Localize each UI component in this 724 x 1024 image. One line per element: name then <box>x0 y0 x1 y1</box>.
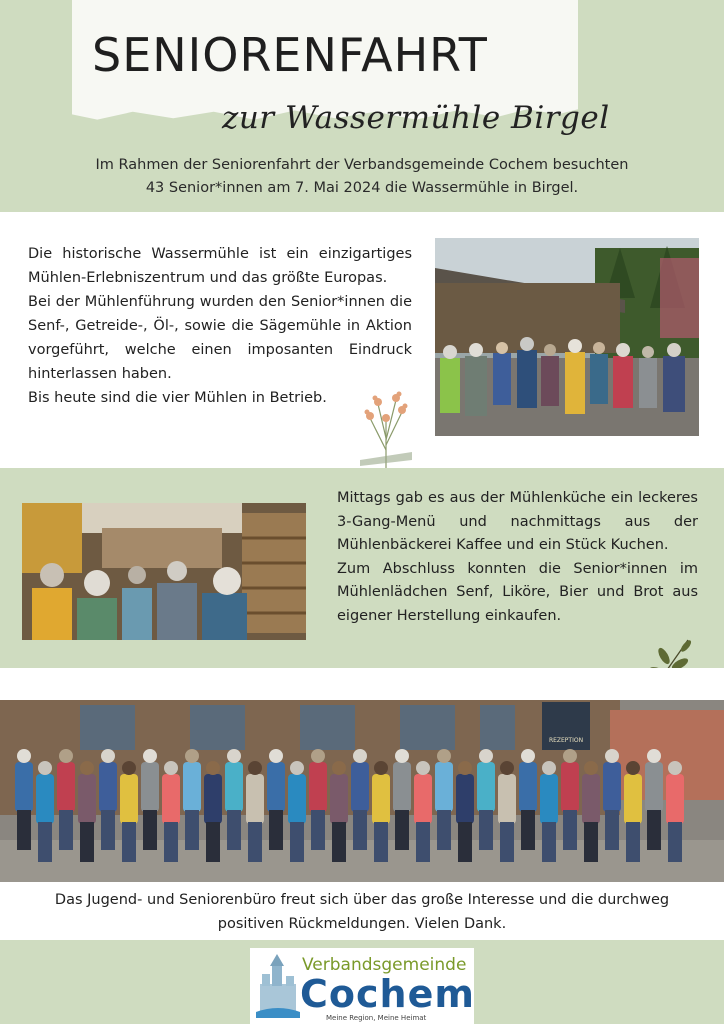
crowd-person-legs <box>626 822 640 862</box>
logo-tagline: Meine Region, Meine Heimat <box>326 1014 427 1022</box>
crowd-person-head <box>668 761 682 775</box>
section-2-paragraph: Mittags gab es aus der Mühlenküche ein leckeres 3-Gang-Menü und nachmittags aus der Mühlenbäckerei Kaffee und ein Stück Kuchen. <box>337 490 698 553</box>
crowd-person-legs <box>584 822 598 862</box>
crowd-person <box>519 762 537 812</box>
crowd-person-legs <box>395 810 409 850</box>
crowd-person-head <box>311 749 325 763</box>
crowd-person <box>624 774 642 824</box>
crowd-person <box>204 774 222 824</box>
logo-text-main: Cochem <box>300 972 475 1016</box>
crowd-person <box>540 774 558 824</box>
crowd-person-head <box>563 749 577 763</box>
crowd-person-head <box>122 761 136 775</box>
crowd-person-head <box>542 761 556 775</box>
crowd-person-head <box>353 749 367 763</box>
section-2-paragraph: Zum Abschluss konnten die Senior*innen im Mühlenlädchen Senf, Liköre, Bier und Brot aus eigener Herstellung einkaufen. <box>337 560 698 624</box>
crowd-person-head <box>80 761 94 775</box>
crowd-person-head <box>332 761 346 775</box>
crowd-person <box>162 774 180 824</box>
crowd-person-head <box>458 761 472 775</box>
crowd-person <box>456 774 474 824</box>
crowd-person-head <box>164 761 178 775</box>
crowd-person-legs <box>374 822 388 862</box>
flower-decoration-icon <box>356 390 416 474</box>
crowd-person <box>435 762 453 812</box>
crowd-person <box>603 762 621 812</box>
photo-group <box>0 700 724 882</box>
crowd-person-legs <box>542 822 556 862</box>
crowd-person-legs <box>479 810 493 850</box>
crowd-person-legs <box>311 810 325 850</box>
crowd-person <box>414 774 432 824</box>
crowd-person <box>15 762 33 812</box>
crowd-person-head <box>416 761 430 775</box>
crowd-person <box>225 762 243 812</box>
crowd-person-head <box>143 749 157 763</box>
reception-sign: REZEPTION <box>548 737 584 744</box>
logo-verbandsgemeinde-cochem <box>250 948 474 1024</box>
crowd-person <box>498 774 516 824</box>
crowd-person <box>645 762 663 812</box>
crowd-person-legs <box>416 822 430 862</box>
crowd-person <box>330 774 348 824</box>
footer-text <box>30 888 694 936</box>
crowd-person-head <box>59 749 73 763</box>
crowd-person <box>246 774 264 824</box>
crowd-person-legs <box>437 810 451 850</box>
crowd-person-head <box>395 749 409 763</box>
crowd-person-legs <box>185 810 199 850</box>
crowd-person-head <box>626 761 640 775</box>
crowd-person <box>372 774 390 824</box>
crowd-person-legs <box>290 822 304 862</box>
crowd-person-legs <box>647 810 661 850</box>
crowd-person-head <box>647 749 661 763</box>
crowd-person-head <box>17 749 31 763</box>
crowd-person-legs <box>101 810 115 850</box>
crowd-person-legs <box>332 822 346 862</box>
crowd-person-legs <box>458 822 472 862</box>
section-2-text <box>337 487 698 628</box>
crowd-person <box>393 762 411 812</box>
crowd-person-head <box>479 749 493 763</box>
crowd-person-legs <box>248 822 262 862</box>
crowd-person-legs <box>668 822 682 862</box>
crowd-person-legs <box>227 810 241 850</box>
page-title: SENIORENFAHRT <box>92 28 488 82</box>
crowd-person-head <box>584 761 598 775</box>
intro-line-2: 43 Senior*innen am 7. Mai 2024 die Wassermühle in Birgel. <box>145 180 579 196</box>
crowd-person-head <box>437 749 451 763</box>
intro-text <box>40 154 684 200</box>
crowd-person <box>477 762 495 812</box>
logo-text-top: Verbandsgemeinde <box>302 955 467 975</box>
crowd-person-head <box>500 761 514 775</box>
section-1-paragraph: Die historische Wassermühle ist ein einzigartiges Mühlen-Erlebniszentrum und das größte Europas. <box>28 246 412 286</box>
crowd-person-head <box>227 749 241 763</box>
castle-logo-icon <box>256 954 300 1018</box>
crowd-person <box>183 762 201 812</box>
crowd-person-head <box>101 749 115 763</box>
crowd-person-head <box>206 761 220 775</box>
footer-line-1: Das Jugend- und Seniorenbüro freut sich über das große Interesse und die durchweg <box>54 892 670 908</box>
section-1-text <box>28 242 412 410</box>
crowd-person-head <box>521 749 535 763</box>
crowd-person-head <box>374 761 388 775</box>
crowd-person-legs <box>269 810 283 850</box>
page-subtitle: zur Wassermühle Birgel <box>222 100 610 136</box>
crowd-person-legs <box>500 822 514 862</box>
crowd-person-head <box>185 749 199 763</box>
crowd-person <box>78 774 96 824</box>
intro-line-1: Im Rahmen der Seniorenfahrt der Verbandsgemeinde Cochem besuchten <box>95 157 629 173</box>
crowd-person-legs <box>59 810 73 850</box>
section-1-paragraph: Bei der Mühlenführung wurden den Senior*innen die Senf-, Getreide-, Öl-, sowie die Sägemühle in Aktion vorgeführt, welche einen imposanten Eindruck hinterlassen haben. <box>28 294 412 382</box>
crowd-person-legs <box>605 810 619 850</box>
crowd-person <box>309 762 327 812</box>
crowd-person <box>267 762 285 812</box>
crowd-person <box>351 762 369 812</box>
crowd-person-legs <box>206 822 220 862</box>
crowd-person <box>561 762 579 812</box>
crowd-person-legs <box>353 810 367 850</box>
crowd-person-legs <box>122 822 136 862</box>
crowd-person-head <box>38 761 52 775</box>
photo-mill-tour <box>435 238 699 436</box>
crowd-person <box>99 762 117 812</box>
crowd-person-legs <box>38 822 52 862</box>
section-1-paragraph: Bis heute sind die vier Mühlen in Betrieb. <box>28 390 327 406</box>
footer-line-2: positiven Rückmeldungen. Vielen Dank. <box>217 916 507 932</box>
crowd-person <box>57 762 75 812</box>
crowd-person-legs <box>164 822 178 862</box>
crowd-person-legs <box>17 810 31 850</box>
crowd-person <box>141 762 159 812</box>
crowd-person <box>36 774 54 824</box>
crowd-person-legs <box>563 810 577 850</box>
crowd-person <box>288 774 306 824</box>
crowd-person <box>120 774 138 824</box>
crowd-person-legs <box>143 810 157 850</box>
crowd-person-head <box>290 761 304 775</box>
spacer-band <box>0 668 724 700</box>
crowd-person-legs <box>521 810 535 850</box>
crowd-person-head <box>269 749 283 763</box>
crowd-person-head <box>248 761 262 775</box>
crowd-person <box>666 774 684 824</box>
crowd-person-head <box>605 749 619 763</box>
crowd-person-legs <box>80 822 94 862</box>
crowd-person <box>582 774 600 824</box>
photo-mill-interior <box>22 503 306 640</box>
